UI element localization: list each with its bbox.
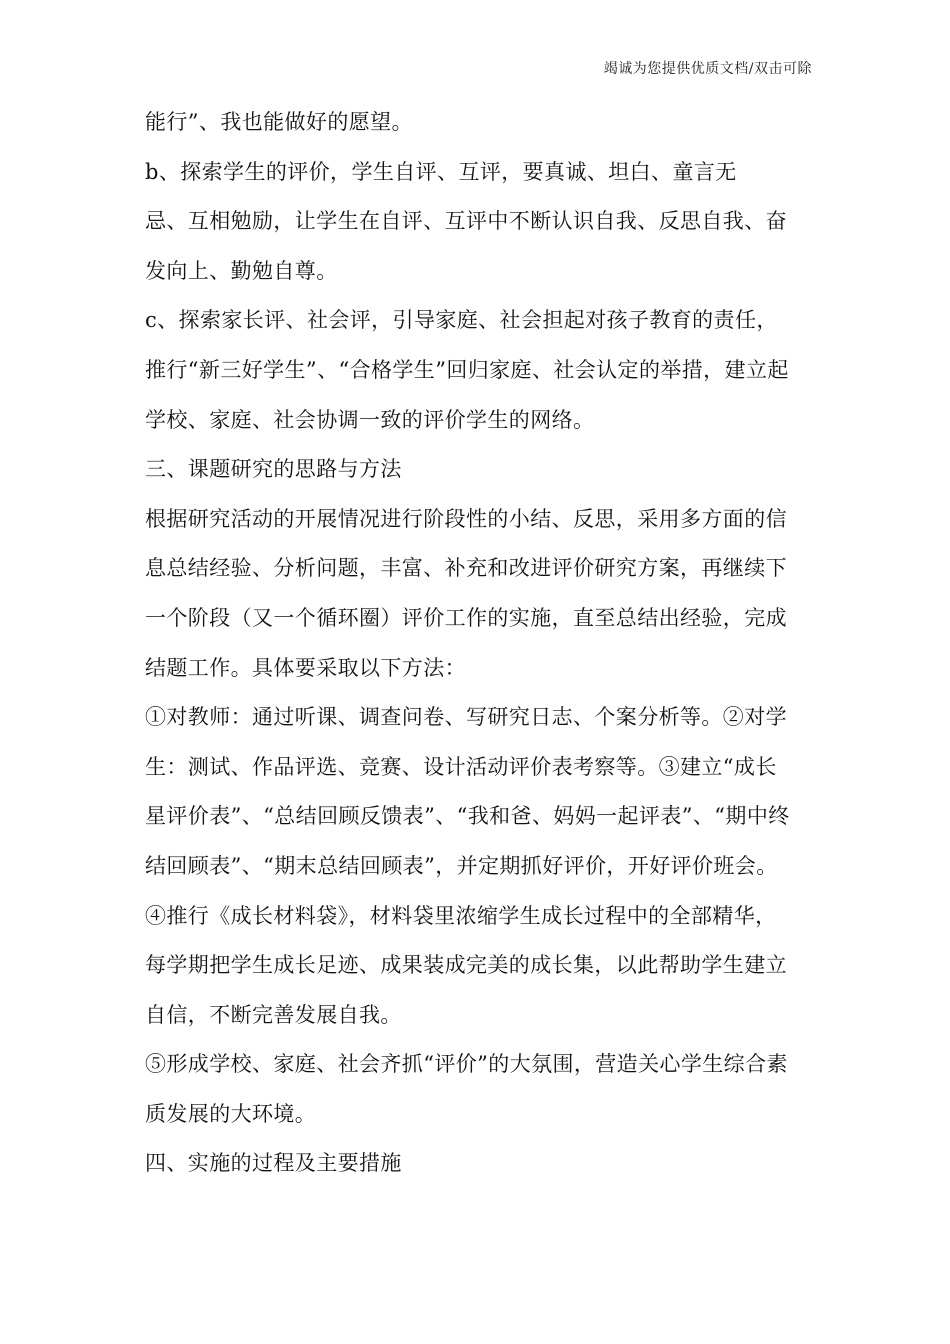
text-line: 学校、家庭、社会协调一致的评价学生的网络。 — [145, 407, 595, 432]
text-line: 一个阶段（又一个循环圈）评价工作的实施，直至总结出经验，完成 — [145, 605, 787, 630]
text-line: 结回顾表”、“期末总结回顾表”，并定期抓好评价，开好评价班会。 — [145, 853, 778, 878]
text-line: 每学期把学生成长足迹、成果装成完美的成长集，以此帮助学生建立 — [145, 953, 787, 978]
section-heading: 四、实施的过程及主要措施 — [145, 1151, 402, 1176]
text-line: ①对教师：通过听课、调查问卷、写研究日志、个案分析等。②对学 — [145, 705, 787, 730]
text-line: 息总结经验、分析问题，丰富、补充和改进评价研究方案，再继续下 — [145, 556, 787, 581]
text-line: 结题工作。具体要采取以下方法： — [145, 655, 466, 680]
text-line: 能行”、我也能做好的愿望。 — [145, 110, 413, 134]
text-line: 推行“新三好学生”、“合格学生”回归家庭、社会认定的举措，建立起 — [145, 357, 789, 382]
text-line: 忌、互相勉励，让学生在自评、互评中不断认识自我、反思自我、奋 — [145, 209, 787, 234]
text-line: b、探索学生的评价，学生自评、互评，要真诚、坦白、童言无 — [145, 159, 737, 184]
page-header-note: 竭诚为您提供优质文档/双击可除 — [603, 61, 812, 77]
text-line: 星评价表”、“总结回顾反馈表”、“我和爸、妈妈一起评表”、“期中终 — [145, 804, 790, 829]
document-body — [145, 98, 821, 1189]
text-line: 质发展的大环境。 — [145, 1101, 317, 1126]
text-line: 根据研究活动的开展情况进行阶段性的小结、反思，采用多方面的信 — [145, 506, 787, 531]
section-heading: 三、课题研究的思路与方法 — [145, 457, 402, 482]
text-line: 生：测试、作品评选、竞赛、设计活动评价表考察等。③建立“成长 — [145, 754, 777, 779]
text-line: 自信，不断完善发展自我。 — [145, 1002, 402, 1027]
text-line: ⑤形成学校、家庭、社会齐抓“评价”的大氛围，营造关心学生综合素 — [145, 1052, 788, 1077]
text-line: c、探索家长评、社会评，引导家庭、社会担起对孩子教育的责任， — [145, 308, 778, 333]
text-line: ④推行《成长材料袋》，材料袋里浓缩学生成长过程中的全部精华， — [145, 903, 777, 928]
text-line: 发向上、勤勉自尊。 — [145, 258, 338, 283]
